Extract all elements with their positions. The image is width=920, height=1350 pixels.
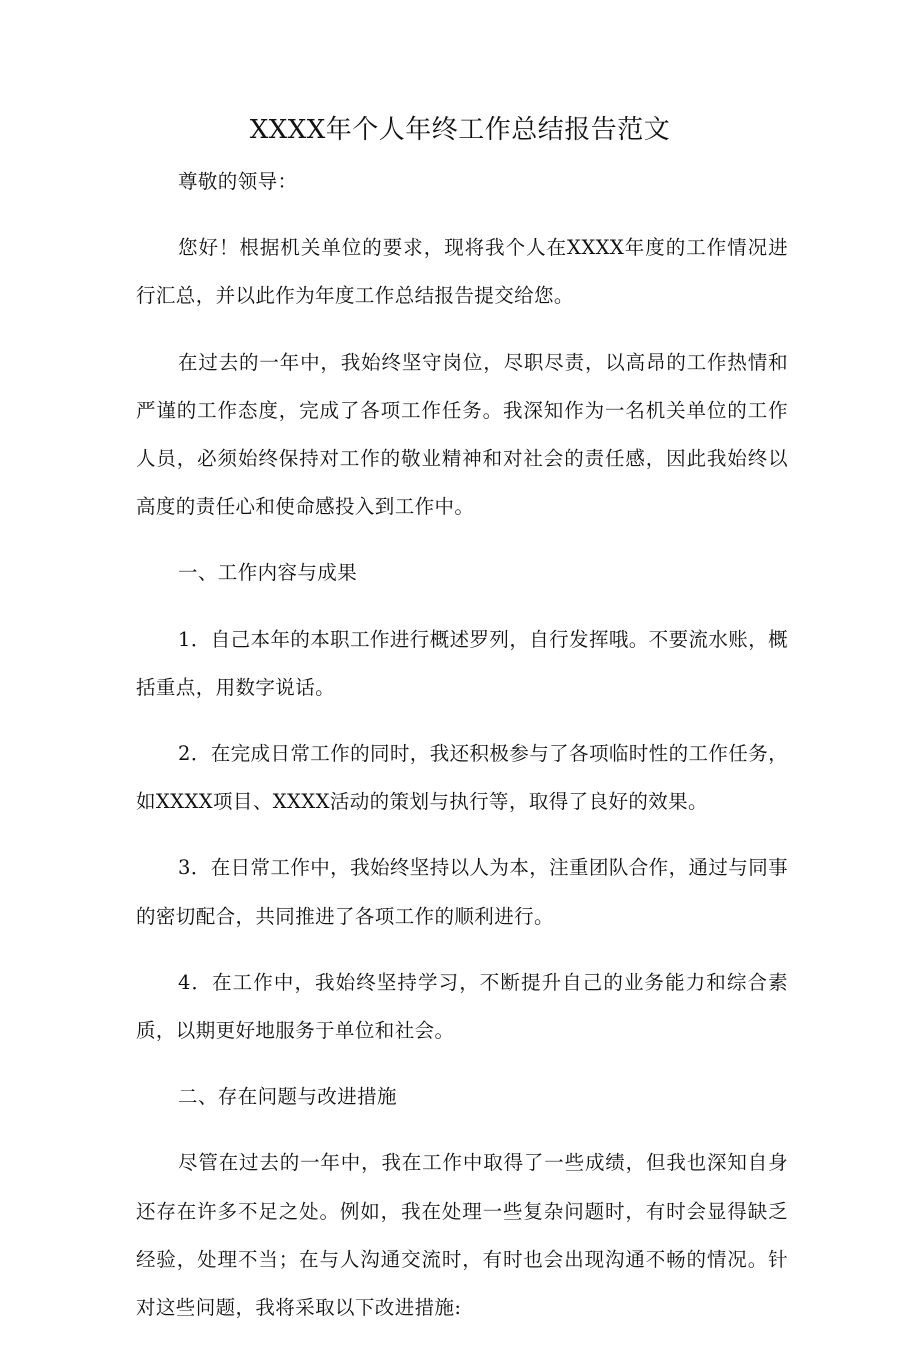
intro-paragraph: 您好！根据机关单位的要求，现将我个人在XXXX年度的工作情况进行汇总，并以此作为年度工作总结报告提交给您。 (136, 236, 788, 308)
document-title: XXXX年个人年终工作总结报告范文 (249, 115, 671, 145)
work-item-3: 3．在日常工作中，我始终坚持以人为本，注重团队合作，通过与同事的密切配合，共同推进了各项工作的顺利进行。 (136, 856, 788, 928)
salutation: 尊敬的领导： (178, 170, 298, 193)
problems-paragraph: 尽管在过去的一年中，我在工作中取得了一些成绩，但我也深知自身还存在许多不足之处。例如，我在处理一些复杂问题时，有时会显得缺乏经验，处理不当；在与人沟通交流时，有时也会出现沟通不畅的情况。针对这些问题，我将采取以下改进措施: (136, 1151, 788, 1320)
document-body (136, 158, 788, 1350)
work-item-2: 2．在完成日常工作的同时，我还积极参与了各项临时性的工作任务，如XXXX项目、XXXX活动的策划与执行等，取得了良好的效果。 (136, 742, 788, 814)
section-heading-work-content: 一、工作内容与成果 (178, 561, 358, 585)
work-item-4: 4．在工作中，我始终坚持学习，不断提升自己的业务能力和综合素质，以期更好地服务于单位和社会。 (136, 970, 788, 1043)
section-heading-problems: 二、存在问题与改进措施 (178, 1085, 397, 1109)
overview-paragraph: 在过去的一年中，我始终坚守岗位，尽职尽责，以高昂的工作热情和严谨的工作态度，完成了各项工作任务。我深知作为一名机关单位的工作人员，必须始终保持对工作的敬业精神和对社会的责任感，因此我始终以高度的责任心和使命感投入到工作中。 (136, 350, 788, 519)
work-item-1: 1．自己本年的本职工作进行概述罗列，自行发挥哦。不要流水账，概括重点，用数字说话。 (136, 627, 788, 699)
